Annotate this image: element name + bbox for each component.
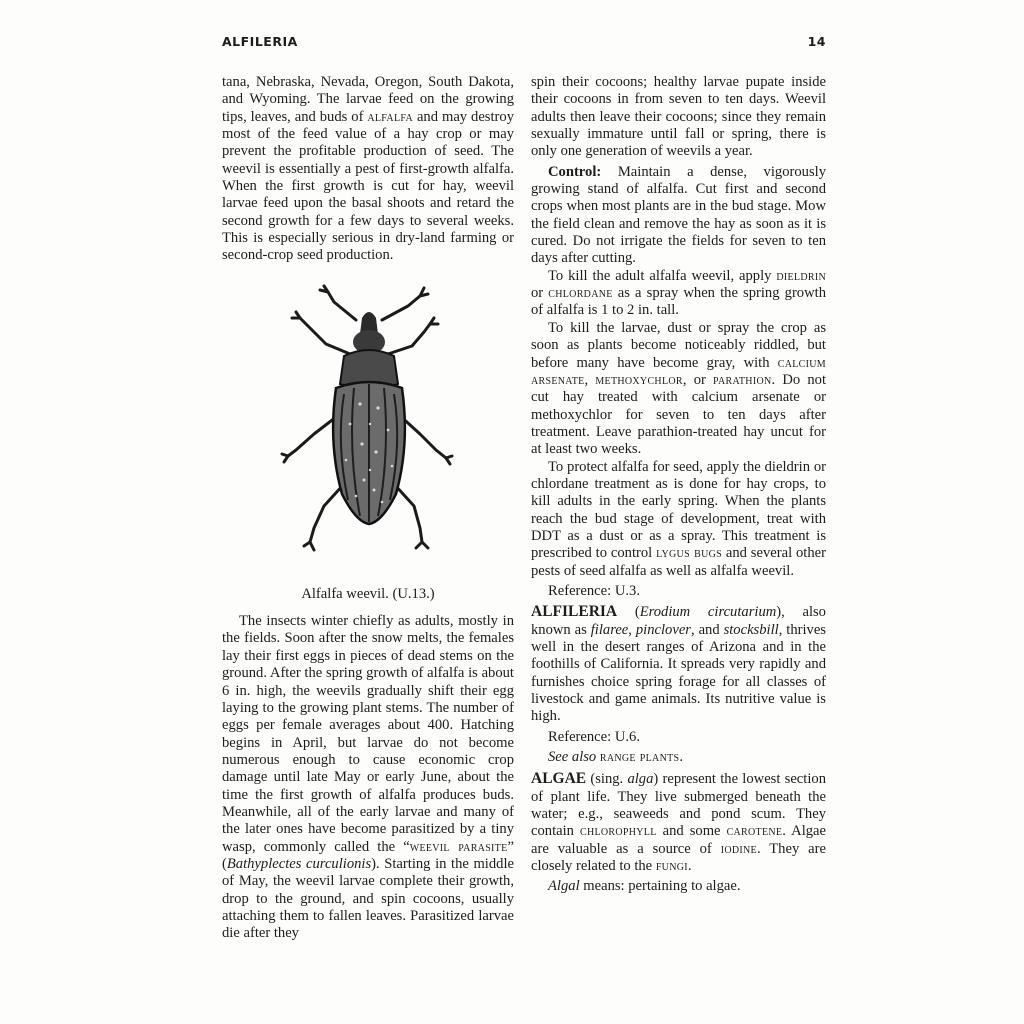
right-column bbox=[531, 74, 826, 896]
left-paragraph-2: The insects winter chiefly as adults, mostly in the fields. Soon after the snow melts, the females lay their first eggs in pieces of dead stems on the ground. After the spring growth of alfalfa is about 6 in. high, the weevils gradually shift their egg laying to the growing plant stems. The number of eggs per female averages about 400. Hatching begins in April, but larvae do not become numerous enough to cause economic crop damage until late May or early June, about the time the first growth of alfalfa produces buds. Meanwhile, all of the early larvae and many of the later ones have become parasitized by a tiny wasp, commonly called the “weevil parasite” (Bathyplectes curculionis). Starting in the middle of May, the weevil larvae complete their growth, drop to the ground, and spin cocoons, usually attaching them to fallen leaves. Parasitized larvae die after they bbox=[222, 613, 514, 942]
alfileria-headword: ALFILERIA bbox=[531, 603, 618, 621]
left-column bbox=[222, 74, 514, 943]
page-number: 14 bbox=[807, 34, 826, 49]
larvae-paragraph: To kill the larvae, dust or spray the crop as soon as plants become noticeably riddled, but before many have become gray, with calcium arsenate, methoxychlor, or parathion. Do not cut hay treated with calcium arsenate or methoxychlor for seven to ten days after treatment. Leave parathion-treated hay uncut for at least two weeks. bbox=[531, 319, 827, 458]
control-paragraph: Control: Maintain a dense, vigorously growing stand of alfalfa. Cut first and second crops when most plants are in the bud stage. Mow the field clean and remove the hay as soon as it is cured. Do not irrigate the fields for seven to ten days after cutting. bbox=[531, 163, 826, 267]
reference-2: Reference: U.6. bbox=[548, 728, 640, 745]
reference-1: Reference: U.3. bbox=[548, 582, 640, 599]
control-label: Control: bbox=[548, 163, 602, 180]
algae-headword: ALGAE bbox=[531, 770, 587, 788]
see-also: See also range plants. bbox=[548, 749, 684, 766]
figure-caption: Alfalfa weevil. (U.13.) bbox=[301, 585, 435, 602]
alfalfa-weevil-figure bbox=[222, 284, 514, 580]
right-paragraph-1: spin their cocoons; healthy larvae pupate inside their cocoons in from seven to ten days. Weevil adults then leave their cocoons; since they remain sexually immature until fall or spring, there is only one generation of weevils a year. bbox=[531, 74, 826, 160]
adult-weevil-paragraph: To kill the adult alfalfa weevil, apply dieldrin or chlordane as a spray when the spring growth of alfalfa is 1 to 2 in. tall. bbox=[531, 267, 826, 319]
running-head bbox=[222, 34, 826, 49]
algal-definition: Algal means: pertaining to algae. bbox=[548, 878, 741, 895]
left-paragraph-1: tana, Nebraska, Nevada, Oregon, South Dakota, and Wyoming. The larvae feed on the growing tips, leaves, and buds of alfalfa and may destroy most of the feed value of a hay crop or may prevent the profitable production of seed. The weevil is essentially a pest of first-growth alfalfa. When the first growth is cut for hay, weevil larvae feed upon the basal shoots and retard the second growth for a few days to several weeks. This is especially serious in dry-land farming or second-crop seed production. bbox=[222, 74, 514, 264]
algae-entry: ALGAE (sing. alga) represent the lowest section of plant life. They live submerged beneath the water; e.g., seaweeds and pond scum. They contain chlorophyll and some carotene. Algae are valuable as a source of iodine. They are closely related to the fungi. bbox=[531, 770, 827, 875]
alfileria-entry: ALFILERIA (Erodium circutarium), also known as filaree, pinclover, and stocksbill, thrives well in the desert ranges of Arizona and in the foothills of California. It spreads very rapidly and furnishes choice spring forage for all classes of livestock and game animals. Its nutritive value is high. bbox=[531, 603, 826, 725]
protect-seed-paragraph: To protect alfalfa for seed, apply the dieldrin or chlordane treatment as is done for hay crops, to kill adults in the early spring. When the plants reach the bud stage of development, treat with DDT as a dust or as a spray. This treatment is prescribed to control lygus bugs and several other pests of seed alfalfa as well as alfalfa weevil. bbox=[531, 458, 826, 579]
weevil-illustration bbox=[274, 284, 464, 556]
running-head-title: ALFILERIA bbox=[222, 34, 298, 49]
